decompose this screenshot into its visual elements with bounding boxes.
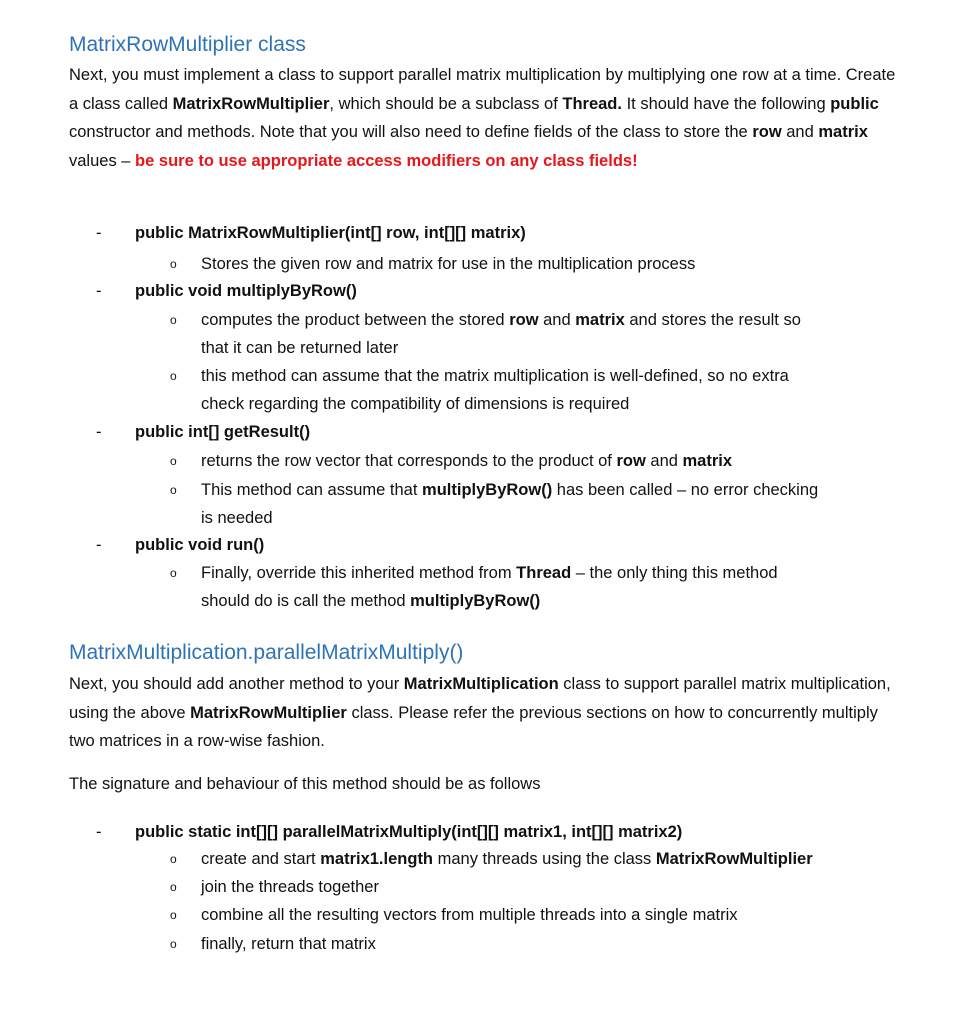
bold-text: matrix1.length: [320, 850, 434, 868]
text-run: combine all the resulting vectors from multiple threads into a single matrix: [201, 906, 738, 924]
bold-text: Thread: [516, 564, 572, 582]
text-run: class. Please refer the previous sections on how to concurrently multiply two matrices in a row-wise fashion.: [69, 703, 878, 750]
bullet-text: [201, 309, 801, 331]
bold-text: matrix: [682, 452, 733, 470]
dash-bullet-icon: -: [96, 823, 102, 841]
text-run: check regarding the compatibility of dimensions is required: [201, 395, 630, 413]
circle-bullet-icon: o: [170, 483, 177, 497]
method-signature: public void multiplyByRow(): [135, 282, 357, 300]
text-run: , which should be a subclass of: [329, 94, 563, 113]
text-run: Stores the given row and matrix for use in the multiplication process: [201, 255, 696, 273]
section-heading-matrixrowmultiplier: MatrixRowMultiplier class: [69, 33, 306, 56]
signature-note: The signature and behaviour of this method should be as follows: [69, 775, 541, 793]
bullet-text: [201, 450, 732, 472]
text-run: join the threads together: [201, 878, 379, 896]
bullet-text: [201, 590, 540, 612]
bullet-text: [201, 876, 379, 898]
text-run: and: [781, 123, 819, 141]
bullet-text: [201, 933, 376, 955]
text-run: constructor and methods. Note that you will also need to define fields of the class to store the: [69, 123, 753, 141]
text-run: create and start: [201, 850, 321, 868]
dash-bullet-icon: -: [96, 536, 102, 554]
bold-text: multiplyByRow(): [422, 481, 553, 499]
bold-text: MatrixMultiplication: [403, 675, 559, 693]
text-run: returns the row vector that corresponds to the product of: [201, 452, 617, 470]
text-run: and: [538, 311, 576, 329]
intro-paragraph-2: [69, 670, 899, 756]
bullet-text: [201, 253, 695, 275]
text-run: and stores the result so: [624, 311, 801, 329]
bold-text: multiplyByRow(): [410, 592, 541, 610]
bold-text: row: [616, 452, 646, 470]
circle-bullet-icon: o: [170, 313, 177, 327]
text-run: and: [645, 452, 683, 470]
text-run: values –: [69, 151, 136, 170]
text-run: This method can assume that: [201, 481, 423, 499]
bullet-text: [201, 904, 737, 926]
text-run: Next, you should add another method to your: [69, 675, 404, 693]
bullet-text: [201, 507, 273, 529]
bold-text: row: [752, 123, 782, 141]
method-signature: public static int[][] parallelMatrixMultiply(int[][] matrix1, int[][] matrix2): [135, 823, 683, 841]
intro-paragraph-1: [69, 61, 899, 175]
text-run: is needed: [201, 509, 273, 527]
text-run: should do is call the method: [201, 592, 411, 610]
bullet-text: [201, 848, 813, 870]
circle-bullet-icon: o: [170, 852, 177, 866]
bold-text: MatrixRowMultiplier: [655, 850, 813, 868]
method-signature: public void run(): [135, 536, 265, 554]
bold-text: matrix: [575, 311, 625, 329]
bullet-text: [201, 393, 629, 415]
circle-bullet-icon: o: [170, 566, 177, 580]
section-heading-parallel-multiply: MatrixMultiplication.parallelMatrixMultiply(): [69, 641, 464, 664]
warning-text: be sure to use appropriate access modifiers on any class fields!: [135, 151, 638, 170]
text-run: this method can assume that the matrix multiplication is well-defined, so no extra: [201, 367, 789, 385]
bold-text: Thread.: [562, 94, 622, 113]
bold-text: MatrixRowMultiplier: [172, 94, 330, 113]
bullet-text: [201, 365, 789, 387]
circle-bullet-icon: o: [170, 908, 177, 922]
bold-text: row: [509, 311, 539, 329]
text-run: that it can be returned later: [201, 339, 399, 357]
text-run: Finally, override this inherited method from: [201, 564, 517, 582]
circle-bullet-icon: o: [170, 880, 177, 894]
circle-bullet-icon: o: [170, 454, 177, 468]
circle-bullet-icon: o: [170, 937, 177, 951]
circle-bullet-icon: o: [170, 369, 177, 383]
text-run: Next, you must implement a class to support parallel matrix multiplication by multiplying one row at a time. Create a class called: [69, 66, 896, 113]
dash-bullet-icon: -: [96, 282, 102, 300]
text-run: many threads using the class: [433, 850, 656, 868]
bullet-text: [201, 479, 818, 501]
bullet-text: [201, 337, 398, 359]
text-run: It should have the following: [621, 94, 831, 113]
bold-text: public: [830, 94, 879, 113]
text-run: class to support parallel matrix multiplication, using the above: [69, 675, 891, 722]
text-run: has been called – no error checking: [552, 481, 819, 499]
dash-bullet-icon: -: [96, 423, 102, 441]
bold-text: MatrixRowMultiplier: [190, 703, 347, 722]
bold-text: matrix: [818, 123, 868, 141]
bullet-text: [201, 562, 778, 584]
text-run: computes the product between the stored: [201, 311, 510, 329]
method-signature: public int[] getResult(): [135, 423, 311, 441]
method-signature: public MatrixRowMultiplier(int[] row, int[][] matrix): [135, 224, 526, 242]
text-run: – the only thing this method: [571, 564, 778, 582]
circle-bullet-icon: o: [170, 257, 177, 271]
text-run: finally, return that matrix: [201, 935, 376, 953]
dash-bullet-icon: -: [96, 224, 102, 242]
